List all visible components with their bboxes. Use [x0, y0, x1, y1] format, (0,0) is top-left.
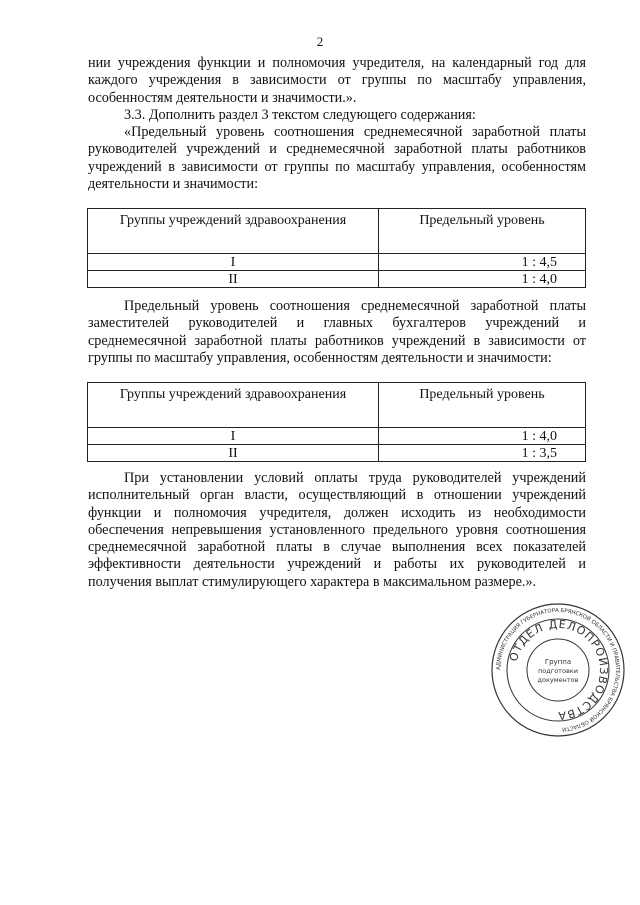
table-cell-group: II: [88, 445, 379, 462]
table-cell-limit: 1 : 4,5: [379, 254, 586, 271]
stamp-center-line-2: подготовки: [538, 667, 578, 675]
table-cell-limit: 1 : 3,5: [379, 445, 586, 462]
table-cell-group: II: [88, 271, 379, 288]
text-block-3: [88, 470, 586, 591]
table-row: [88, 428, 586, 445]
stamp-outer-text: АДМИНИСТРАЦИЯ ГУБЕРНАТОРА БРЯНСКОЙ ОБЛАСТИ И ПРАВИТЕЛЬСТВА БРЯНСКОЙ ОБЛАСТИ: [495, 607, 621, 732]
paragraph-continuation: нии учреждения функции и полномочия учредителя, на календарный год для каждого учреждения в зависимости от группы по масштабу управления, особенностям деятельности и значимости.».: [88, 55, 586, 106]
limits-table-heads: [87, 208, 586, 288]
table-cell-limit: 1 : 4,0: [379, 271, 586, 288]
official-stamp: [488, 600, 628, 740]
stamp-center-line-3: документов: [537, 676, 579, 684]
page-number: 2: [316, 34, 324, 49]
table-header-groups: Группы учреждений здравоохранения: [88, 209, 379, 254]
table-cell-group: I: [88, 254, 379, 271]
table-header-row: [88, 209, 586, 254]
table-row: [88, 271, 586, 288]
limits-table-deputies: [87, 382, 586, 462]
paragraph-limit-heads: «Предельный уровень соотношения среднемесячной заработной платы руководителей учреждений и среднемесячной заработной платы работников учреждений в зависимости от группы по масштабу управления, особенностям деятельности и значимости:: [88, 124, 586, 193]
table-header-groups: Группы учреждений здравоохранения: [88, 383, 379, 428]
table-row: [88, 254, 586, 271]
paragraph-section-3-3: 3.3. Дополнить раздел 3 текстом следующего содержания:: [124, 106, 476, 123]
table-header-limit: Предельный уровень: [379, 383, 586, 428]
paragraph-conditions: При установлении условий оплаты труда руководителей учреждений исполнительный орган власти, осуществляющий в отношении учреждений функции и полномочия учредителя, должен исходить из необходимости обеспечения непревышения установленного предельного уровня соотношения среднемесячной заработной платы в случае выполнения всех показателей эффективности деятельности учреждений и работы их руководителей и получения выплат стимулирующего характера в максимальном размере.».: [88, 470, 586, 590]
table-row: [88, 445, 586, 462]
table-header-limit: Предельный уровень: [379, 209, 586, 254]
paragraph-limit-deputies: Предельный уровень соотношения среднемесячной заработной платы заместителей руководителей и главных бухгалтеров учреждений и среднемесячной заработной платы работников учреждений в зависимости от группы по масштабу управления, особенностям деятельности и значимости:: [88, 298, 586, 366]
stamp-center-line-1: Группа: [544, 658, 572, 666]
table-header-row: [88, 383, 586, 428]
text-block-1: [88, 55, 586, 193]
text-block-2: [88, 298, 586, 367]
stamp-inner-text: ОТДЕЛ ДЕЛОПРОИЗВОДСТВА: [506, 617, 611, 723]
table-cell-group: I: [88, 428, 379, 445]
table-cell-limit: 1 : 4,0: [379, 428, 586, 445]
